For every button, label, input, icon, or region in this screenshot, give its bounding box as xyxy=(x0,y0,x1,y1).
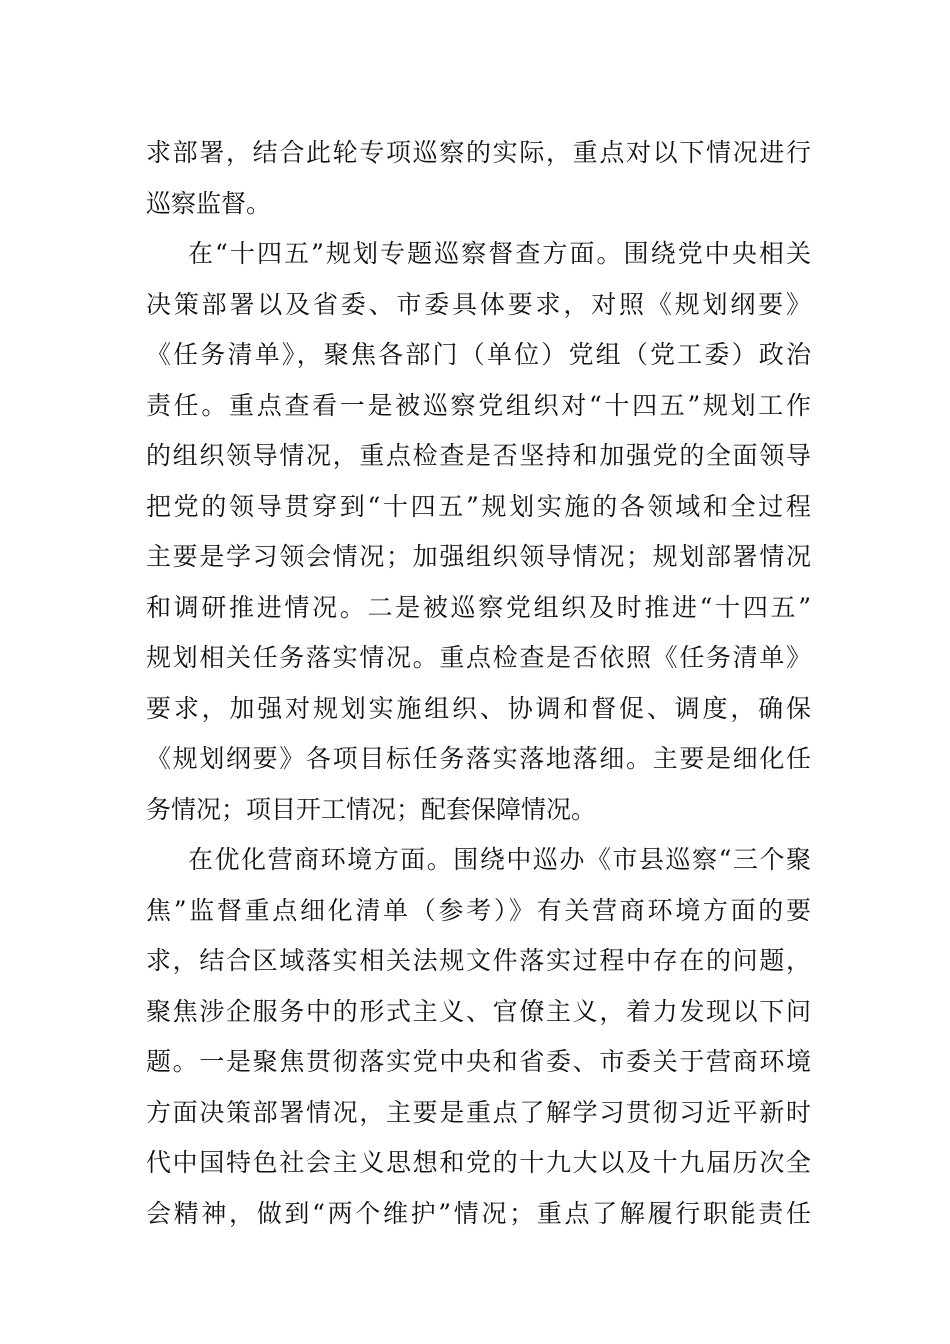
text-line: 规划相关任务落实情况。重点检查是否依照《任务清单》 xyxy=(146,643,811,672)
text-line: 巡察监督。 xyxy=(146,188,272,218)
text-line: 要求，加强对规划实施组织、协调和督促、调度，确保 xyxy=(146,693,811,723)
text-line: 《规划纲要》各项目标任务落实落地落细。主要是细化任 xyxy=(146,744,811,773)
text-line: 在优化营商环境方面。围绕中巡办《市县巡察“三个聚 xyxy=(188,845,811,874)
text-line: 务情况；项目开工情况；配套保障情况。 xyxy=(146,794,597,824)
text-line: 聚焦涉企服务中的形式主义、官僚主义，着力发现以下问 xyxy=(146,996,811,1026)
text-line: 方面决策部署情况，主要是重点了解学习贯彻习近平新时 xyxy=(146,1097,811,1127)
text-line: 决策部署以及省委、市委具体要求，对照《规划纲要》 xyxy=(146,289,811,319)
text-line: 代中国特色社会主义思想和党的十九大以及十九届历次全 xyxy=(146,1148,811,1177)
text-line: 求部署，结合此轮专项巡察的实际，重点对以下情况进行 xyxy=(146,138,811,167)
text-line: 主要是学习领会情况；加强组织领导情况；规划部署情况 xyxy=(146,542,811,571)
text-line: 在“十四五”规划专题巡察督查方面。围绕党中央相关 xyxy=(188,239,811,268)
document-body xyxy=(146,128,811,1239)
text-line: 题。一是聚焦贯彻落实党中央和省委、市委关于营商环境 xyxy=(146,1047,811,1076)
text-line: 责任。重点查看一是被巡察党组织对“十四五”规划工作 xyxy=(146,390,811,420)
text-line: 焦”监督重点细化清单（参考）》有关营商环境方面的要 xyxy=(146,895,811,925)
text-line: 的组织领导情况，重点检查是否坚持和加强党的全面领导 xyxy=(146,441,811,470)
text-line: 会精神，做到“两个维护”情况；重点了解履行职能责任 xyxy=(146,1198,811,1228)
text-line: 《任务清单》，聚焦各部门（单位）党组（党工委）政治 xyxy=(146,340,811,369)
text-line: 把党的领导贯穿到“十四五”规划实施的各领域和全过程 xyxy=(146,491,811,521)
text-line: 和调研推进情况。二是被巡察党组织及时推进“十四五” xyxy=(146,592,811,622)
text-line: 求，结合区域落实相关法规文件落实过程中存在的问题， xyxy=(146,946,811,975)
